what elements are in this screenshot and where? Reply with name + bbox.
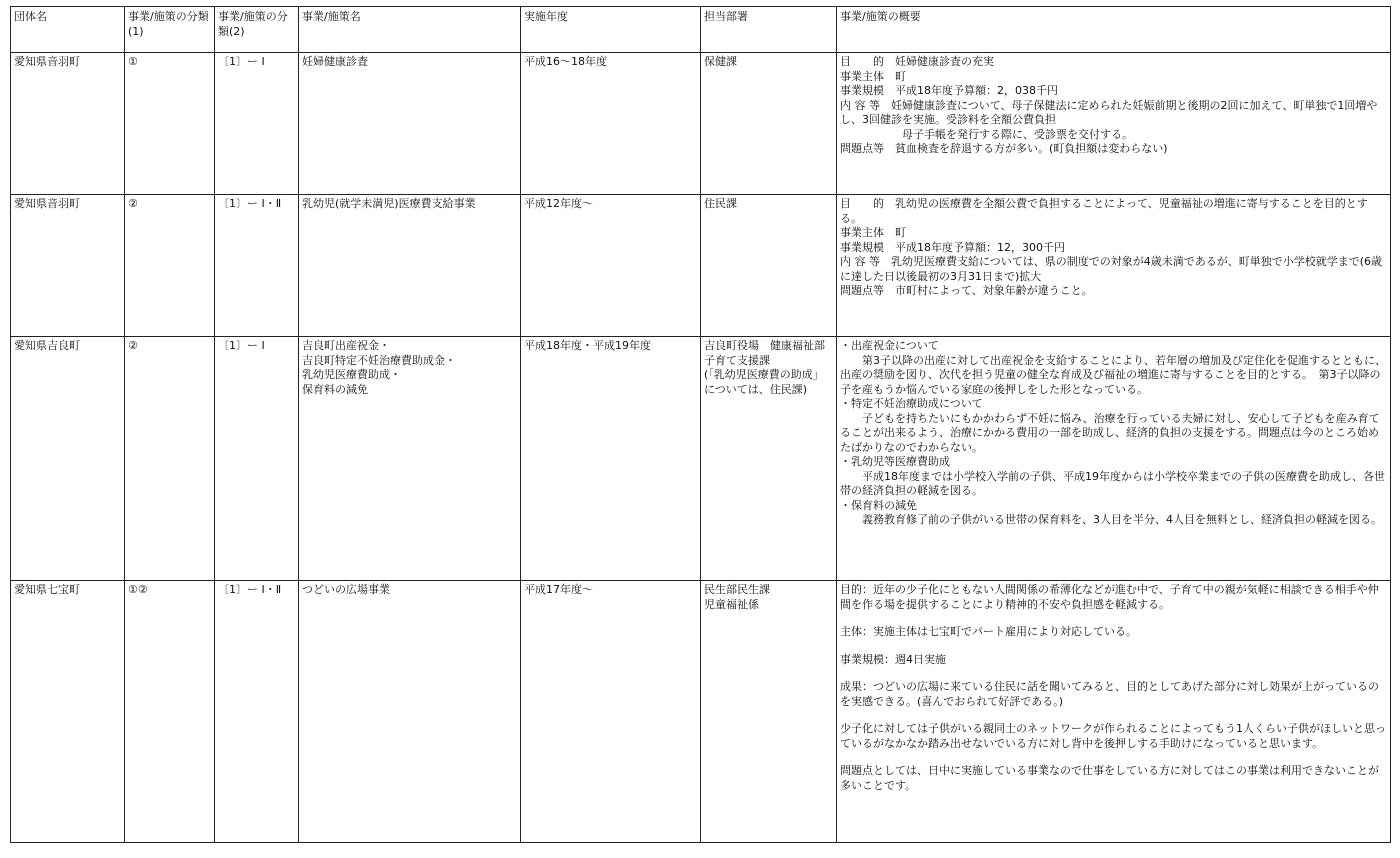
summary-line: ・特定不妊治療助成について — [840, 397, 983, 410]
cell-summary — [837, 337, 1391, 581]
cell-category-2: 〔1〕ー Ⅰ・Ⅱ — [215, 195, 299, 337]
summary-line: 内 容 等 妊婦健康診査について、母子保健法に定められた妊娠前期と後期の2回に加えて、町単独で1回増やし、3回健診を実施。受診料を全額公費負担 — [840, 98, 1378, 126]
program-name-line: 吉良町特定不妊治療費助成金・ — [302, 353, 456, 367]
cell-department: 住民課 — [701, 195, 837, 337]
summary-line: 成果：つどいの広場に来ている住民に話を聞いてみると、目的としてあげた部分に対し効果が上がっているのを実感できる。(喜んでおられて好評である。) — [840, 680, 1379, 708]
cell-year: 平成16～18年度 — [521, 53, 701, 195]
summary-line: ・保育料の減免 — [840, 498, 917, 512]
cell-year: 平成12年度～ — [521, 195, 701, 337]
cell-category-2: 〔1〕ー Ⅰ — [215, 337, 299, 581]
cell-category-1: ① — [125, 53, 215, 195]
header-category-1: 事業/施策の分類(1) — [125, 7, 215, 53]
header-program-name: 事業/施策名 — [299, 7, 521, 53]
cell-category-2: 〔1〕ー Ⅰ・Ⅱ — [215, 581, 299, 843]
department-line: 児童福祉係 — [704, 597, 759, 611]
department-line: 子育て支援課 — [704, 353, 770, 367]
summary-line: 少子化に対しては子供がいる親同士のネットワークが作られることによってもう1人くらい子供がほしいと思っているがなかなか踏み出せないでいる方に対し背中を後押しする手助けになっていると思います。 — [840, 722, 1386, 750]
summary-line: 問題点等 貧血検査を辞退する方が多い。(町負担額は変わらない) — [840, 142, 1168, 155]
cell-org: 愛知県音羽町 — [11, 195, 125, 337]
table-row — [11, 195, 1391, 337]
summary-line: 事業規模 平成18年度予算額：12，300千円 — [840, 240, 1065, 254]
cell-program-name: つどいの広場事業 — [299, 581, 521, 843]
summary-line: ・出産祝金について — [840, 339, 939, 352]
cell-category-1: ② — [125, 337, 215, 581]
municipal-program-table — [10, 6, 1391, 843]
cell-department — [701, 337, 837, 581]
cell-year: 平成18年度・平成19年度 — [521, 337, 701, 581]
cell-summary — [837, 53, 1391, 195]
cell-department: 保健課 — [701, 53, 837, 195]
cell-summary — [837, 195, 1391, 337]
summary-line: 事業主体 町 — [840, 69, 906, 83]
summary-line: 第3子以降の出産に対して出産祝金を支給することにより、若年層の増加及び定住化を促進するとともに、出産の奨励を図り、次代を担う児童の健全な育成及び福祉の増進に寄与することを目的とする。 第3子以降の子を産もうか悩んでいる家庭の後押しをした形となっている。 — [840, 353, 1386, 396]
summary-line: 事業規模：週4日実施 — [840, 652, 946, 666]
header-category-2: 事業/施策の分類(2) — [215, 7, 299, 53]
header-row — [11, 7, 1391, 53]
cell-category-2: 〔1〕ー Ⅰ — [215, 53, 299, 195]
cell-summary — [837, 581, 1391, 843]
table-row — [11, 53, 1391, 195]
department-line: については、住民課) — [704, 382, 808, 396]
summary-line: 事業主体 町 — [840, 226, 906, 239]
cell-program-name: 妊婦健康診査 — [299, 53, 521, 195]
summary-line: 事業規模 平成18年度予算額：2，038千円 — [840, 84, 1058, 97]
header-department: 担当部署 — [701, 7, 837, 53]
summary-line: 問題点等 市町村によって、対象年齢が違うこと。 — [840, 284, 1093, 297]
summary-line: 問題点としては、日中に実施している事業なので仕事をしている方に対してはこの事業は利用できないことが多いことです。 — [840, 764, 1379, 792]
summary-line: 主体：実施主体は七宝町でパート雇用により対応している。 — [840, 625, 1137, 638]
summary-line: 目的：近年の少子化にともない人間関係の希薄化などが進む中で、子育て中の親が気軽に相談できる相手や仲間を作る場を提供することにより精神的不安や負担感を軽減する。 — [840, 583, 1379, 611]
program-name-line: 吉良町出産祝金・ — [302, 339, 390, 352]
cell-org: 愛知県吉良町 — [11, 337, 125, 581]
summary-line: ・乳幼児等医療費助成 — [840, 455, 950, 468]
department-line: (「乳幼児医療費の助成」 — [704, 368, 824, 381]
header-summary: 事業/施策の概要 — [837, 7, 1391, 53]
cell-program-name — [299, 337, 521, 581]
cell-org: 愛知県音羽町 — [11, 53, 125, 195]
summary-line: 内 容 等 乳幼児医療費支給については、県の制度での対象が4歳未満であるが、町単独で小学校就学まで(6歳に達した日以後最初の3月31日まで)拡大 — [840, 255, 1383, 283]
cell-year: 平成17年度～ — [521, 581, 701, 843]
cell-org: 愛知県七宝町 — [11, 581, 125, 843]
cell-department — [701, 581, 837, 843]
header-org: 団体名 — [11, 7, 125, 53]
summary-line: 目 的 乳幼児の医療費を全額公費で負担することによって、児童福祉の増進に寄与することを目的とする。 — [840, 197, 1368, 225]
cell-category-1: ② — [125, 195, 215, 337]
summary-line: 子どもを持ちたいにもかかわらず不妊に悩み、治療を行っている夫婦に対し、安心して子どもを産み育てることが出来るよう、治療にかかる費用の一部を助成し、経済的負担の支援をする。問題点は今のところ始めたばかりなのでわからない。 — [840, 411, 1380, 454]
cell-category-1: ①② — [125, 581, 215, 843]
department-line: 吉良町役場 健康福祉部 — [704, 339, 825, 352]
table-row — [11, 337, 1391, 581]
summary-line: 目 的 妊婦健康診査の充実 — [840, 55, 994, 68]
summary-line: 平成18年度までは小学校入学前の子供、平成19年度からは小学校卒業までの子供の医療費を助成し、各世帯の経済負担の軽減を図る。 — [840, 469, 1385, 497]
program-name-line: 保育料の減免 — [302, 382, 368, 396]
header-year: 実施年度 — [521, 7, 701, 53]
program-name-line: 乳幼児医療費助成・ — [302, 368, 401, 381]
department-line: 民生部民生課 — [704, 583, 770, 596]
table-row — [11, 581, 1391, 843]
summary-line: 母子手帳を発行する際に、受診票を交付する。 — [902, 127, 1133, 141]
cell-program-name: 乳幼児(就学未満児)医療費支給事業 — [299, 195, 521, 337]
summary-line: 義務教育修了前の子供がいる世帯の保育料を、3人目を半分、4人目を無料とし、経済負担の軽減を図る。 — [840, 513, 1382, 526]
